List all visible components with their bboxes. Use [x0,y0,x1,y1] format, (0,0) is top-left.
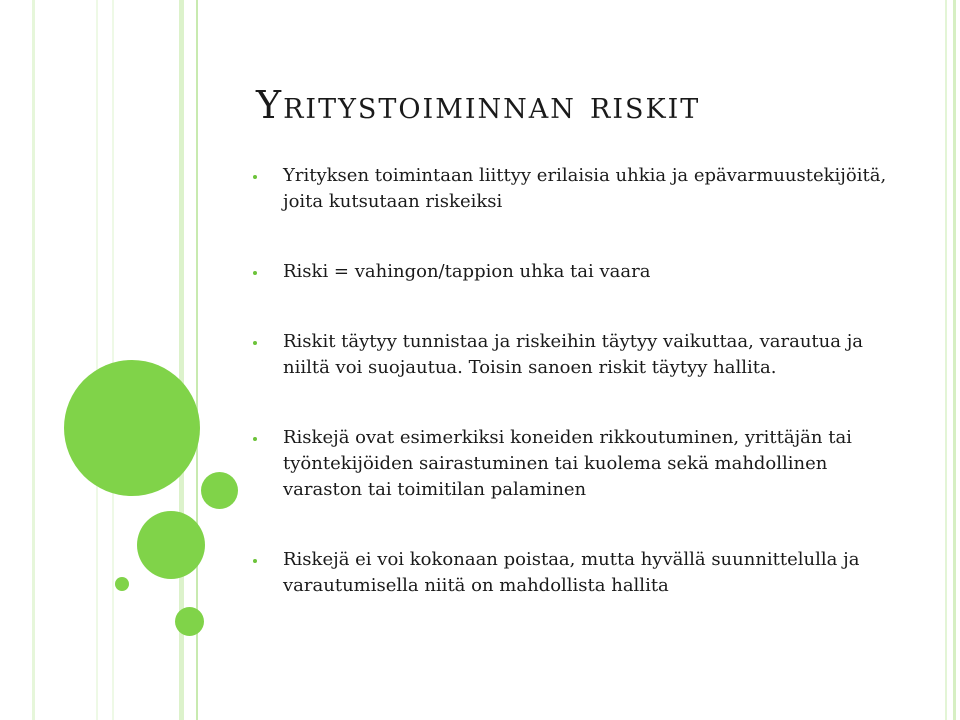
decorative-line [96,0,98,720]
decorative-line [32,0,35,720]
bullet-item [250,425,890,503]
bullet-dot-icon [253,341,257,345]
decorative-circle-small [201,472,238,509]
decorative-line [953,0,956,720]
bullet-item [250,547,890,599]
decorative-line [112,0,114,720]
bullet-text: Yrityksen toimintaan liittyy erilaisia uhkia ja epävarmuustekijöitä, joita kutsutaan riskeiksi [283,165,887,212]
bullet-item [250,163,890,215]
decorative-circle-medium [137,511,205,579]
decorative-circle-tiny [115,577,129,591]
bullet-text: Riskit täytyy tunnistaa ja riskeihin täytyy vaikuttaa, varautua ja niiltä voi suojautua. Toisin sanoen riskit täytyy hallita. [283,331,864,378]
decorative-circle-small [175,607,204,636]
bullet-list [250,163,890,599]
bullet-item [250,259,890,285]
slide-title: Yritystoiminnan riskit [256,83,701,127]
bullet-text: Riskejä ovat esimerkiksi koneiden rikkoutuminen, yrittäjän tai työntekijöiden sairastuminen tai kuolema sekä mahdollinen varaston tai toimitilan palaminen [283,427,852,500]
bullet-dot-icon [253,175,257,179]
decorative-line [945,0,947,720]
bullet-text: Riskejä ei voi kokonaan poistaa, mutta hyvällä suunnittelulla ja varautumisella niitä on mahdollista hallita [283,549,860,596]
bullet-dot-icon [253,559,257,563]
bullet-item [250,329,890,381]
bullet-text: Riski = vahingon/tappion uhka tai vaara [283,261,651,282]
bullet-dot-icon [253,437,257,441]
bullet-dot-icon [253,271,257,275]
decorative-circle-large [64,360,200,496]
